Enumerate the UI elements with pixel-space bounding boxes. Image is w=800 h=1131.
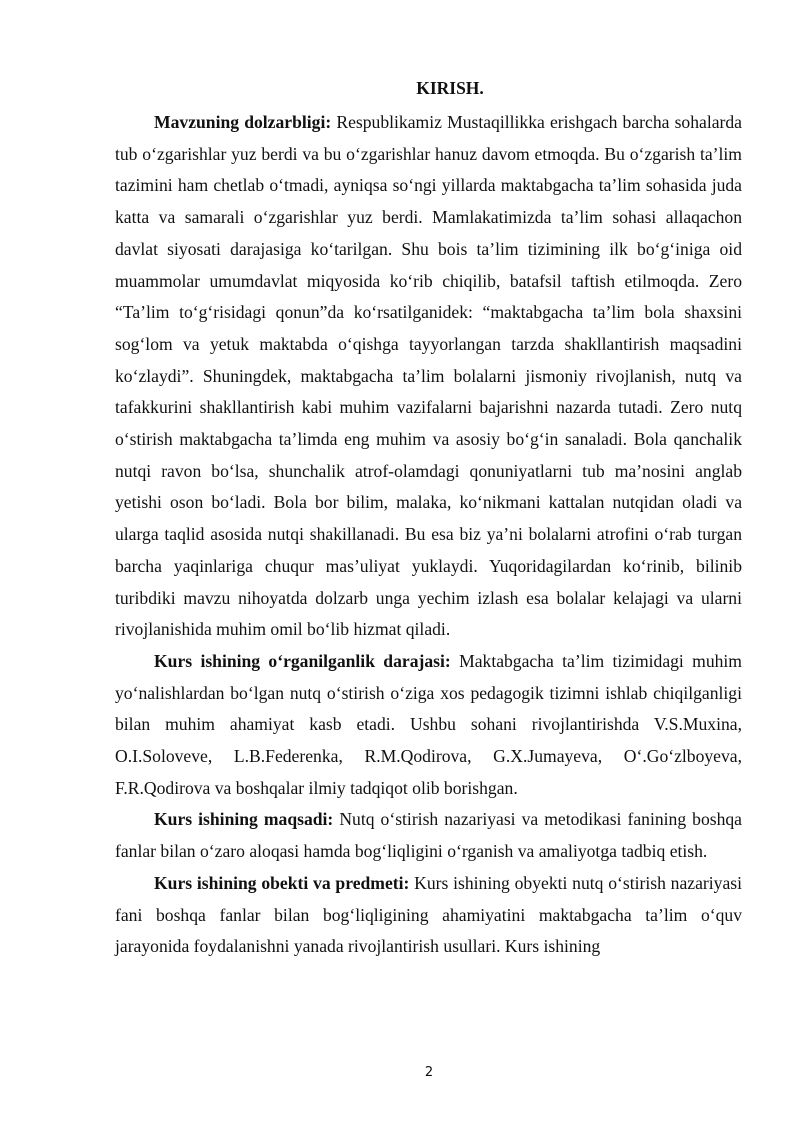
paragraph-text: Respublikamiz Mustaqillikka erishgach barcha sohalarda tub o‘zgarishlar yuz berdi va bu o‘zgarishlar hanuz davom etmoqda. Bu o‘zgarish ta’lim tazimini ham chetlab o‘tmadi, ayniqsa so‘ngi yillarda maktabgacha ta’lim sohasida juda katta va samarali o‘zgarishlar yuz berdi. Mamlakatimizda ta’lim sohasi allaqachon davlat siyosati darajasiga ko‘tarilgan. Shu bois ta’lim tizimining ilk bo‘g‘iniga oid muammolar umumdavlat miqyosida ko‘rib chiqilib, batafsil taftish etilmoqda. Zero “Ta’lim to‘g‘risidagi qonun”da ko‘rsatilganidek: “maktabgacha ta’lim bola shaxsini sog‘lom va yetuk maktabda o‘qishga tayyorlangan tarzda shakllantirish maqsadini ko‘zlaydi”. Shuningdek, maktabgacha ta’lim bolalarni jismoniy rivojlanish, nutq va tafakkurini shakllantirish kabi muhim vazifalarni bajarishni nazarda tutadi. Zero nutq o‘stirish maktabgacha ta’limda eng muhim va asosiy bo‘g‘in sanaladi. Bola qanchalik nutqi ravon bo‘lsa, shunchalik atrof-olamdagi qonuniyatlarni tub ma’nosini anglab yetishi oson bo‘ladi. Bola bor bilim, malaka, ko‘nikmani kattalan nutqidan oladi va ularga taqlid asosida nutqi shakillanadi. Bu esa biz ya’ni bolalarni atrofini o‘rab turgan barcha yaqinlariga chuqur mas’uliyat yuklaydi. Yuqoridagilardan ko‘rinib, bilinib turibdiki mavzu nihoyatda dolzarb unga yechim izlash esa bolalar kelajagi va ularni rivojlanishida muhim omil bo‘lib hizmat qiladi. xyxy=(115,112,742,640)
paragraph-lead: Kurs ishining maqsadi: xyxy=(154,809,334,830)
document-body xyxy=(115,107,742,963)
paragraph-relevance xyxy=(115,107,742,646)
paragraph-object-subject xyxy=(115,868,742,963)
paragraph-lead: Mavzuning dolzarbligi: xyxy=(154,112,332,132)
page-number: 2 xyxy=(424,1065,434,1080)
paragraph-lead: Kurs ishining obekti va predmeti: xyxy=(154,872,410,893)
paragraph-goal xyxy=(115,804,742,867)
paragraph-text: Nutq o‘stirish nazariyasi va metodikasi fanining boshqa fanlar bilan o‘zaro aloqasi hamda bog‘liqligini o‘rganish va amaliyotga tadbiq etish. xyxy=(115,809,742,862)
paragraph-text: Maktabgacha ta’lim tizimidagi muhim yo‘nalishlardan bo‘lgan nutq o‘stirish o‘ziga xos pedagogik tizimni ishlab chiqilganligi bilan muhim ahamiyat kasb etadi. Ushbu sohani rivojlantirishda V.S.Muxina, O.I.Soloveve, L.B.Federenka, R.M.Qodirova, G.X.Jumayeva, O‘.Go‘zlboyeva, F.R.Qodirova va boshqalar ilmiy tadqiqot olib borishgan. xyxy=(115,650,742,798)
paragraph-lead: Kurs ishining o‘rganilganlik darajasi: xyxy=(154,650,451,671)
paragraph-study-level xyxy=(115,646,742,805)
paragraph-text: Kurs ishining obyekti nutq o‘stirish nazariyasi fani boshqa fanlar bilan bog‘liqligining ahamiyatini maktabgacha ta’lim o‘quv jarayonida foydalanishni yanada rivojlantirish usullari. Kurs ishining xyxy=(115,872,742,957)
page-title: KIRISH. xyxy=(416,78,484,98)
